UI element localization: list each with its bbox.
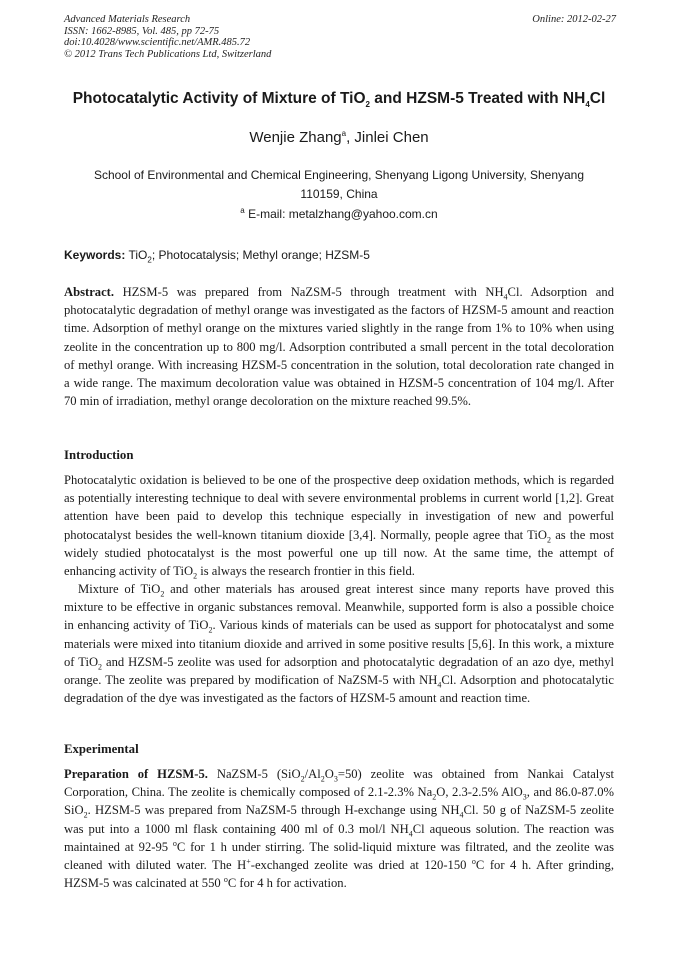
introduction-paragraph-1: Photocatalytic oxidation is believed to be one of the prospective deep oxidation methods, which is regarded as potentially interesting technique to deal with severe environmental problems in current world [1,2]. Great attention have been paid to develop this technique especially in investigation of new and powerful photocatalyst besides the well-known titanium dioxide [3,4]. Normally, people agree that TiO$_2$ as the most widely studied photocatalyst is the most powerful one up till now. At the same time, the attempt of enhancing activity of TiO$_2$ is always the research frontier in this field. <box>64 473 614 581</box>
doi-line: doi:10.4028/www.scientific.net/AMR.485.72 <box>64 37 251 48</box>
authors: Wenjie Zhang$^a$, Jinlei Chen <box>249 129 429 146</box>
copyright-line: © 2012 Trans Tech Publications Ltd, Switzerland <box>64 48 272 60</box>
affiliation: School of Environmental and Chemical Engineering, Shenyang Ligong University, Shenyang 110159, China <box>93 168 585 201</box>
journal-header <box>64 14 616 60</box>
paper-title: Photocatalytic Activity of Mixture of TiO$_2$ and HZSM-5 Treated with $NH_4Cl$ <box>72 90 606 110</box>
experimental-heading: Experimental <box>64 742 139 756</box>
keywords: Keywords: TiO$_2$; Photocatalysis; Methyl orange; HZSM-5 <box>64 248 370 265</box>
experimental-paragraph-1: Preparation of HZSM-5. NaZSM-5 $(SiO_2/Al_2O_3=50)$ zeolite was obtained from Nankai Catalyst Corporation, China. The zeolite is chemically composed of 2.1-2.3% $Na_2O$, 2.3-2.5% AlO$_3$, and 86.0-87.0% SiO$_2$. HZSM-5 was prepared from NaZSM-5 through H-exchange using $NH_4Cl$. 50 g of NaZSM-5 zeolite was put into a 1000 ml flask containing 400 ml of 0.3 mol/l $NH_4Cl$ aqueous solution. The reaction was maintained at 92-95 $^o$C for 1 h under stirring. The solid-liquid mixture was filtrated, and the zeolite was cleaned with diluted water. The H+-exchanged zeolite was dried at 120-150 $^o$C for 4 h. After grinding, HZSM-5 was calcinated at 550 $^o$C for 4 h for activation. <box>64 767 614 891</box>
issn-line: ISSN: 1662-8985, Vol. 485, pp 72-75 <box>64 25 220 37</box>
abstract: Abstract. HZSM-5 was prepared from NaZSM-5 through treatment with $NH_4Cl$. Adsorption and photocatalytic degradation of methyl orange was investigated as the factors of HZSM-5 amount and reaction time. Adsorption of methyl orange on the mixtures varied slightly in the range from 1% to 10% when using zeolite in the concentration up to 800 mg/l. Adsorption contributed a small percent in the total decoloration of methyl orange. With increasing HZSM-5 concentration in the solution, total decoloration rate changed in a wide range. The maximum decoloration value was obtained in HZSM-5 concentration of 104 mg/l. After 70 min of irradiation, methyl orange decoloration on the mixture reached 99.5%. <box>64 285 614 409</box>
online-date: Online: 2012-02-27 <box>532 14 616 25</box>
introduction-paragraph-2: Mixture of TiO$_2$ and other materials has aroused great interest since many reports have proved this mixture to be effective in organic substances removal. Meanwhile, supported form is also a possible choice in enhancing activity of TiO$_2$. Various kinds of materials can be used as support for photocatalyst and some materials were mixed into titanium dioxide and arrived in some positive results [5,6]. In this work, a mixture of TiO$_2$ and HZSM-5 zeolite was used for adsorption and photocatalytic degradation of an azo dye, methyl orange. The zeolite was prepared by modification of NaZSM-5 with $NH_4Cl$. Adsorption and photocatalytic degradation of the dye was investigated as the factors of HZSM-5 amount and reaction time. <box>64 582 614 706</box>
journal-name: Advanced Materials Research <box>64 14 191 25</box>
email-line: $^a$ E-mail: metalzhang@yahoo.com.cn <box>240 206 438 221</box>
introduction-heading: Introduction <box>64 448 134 462</box>
